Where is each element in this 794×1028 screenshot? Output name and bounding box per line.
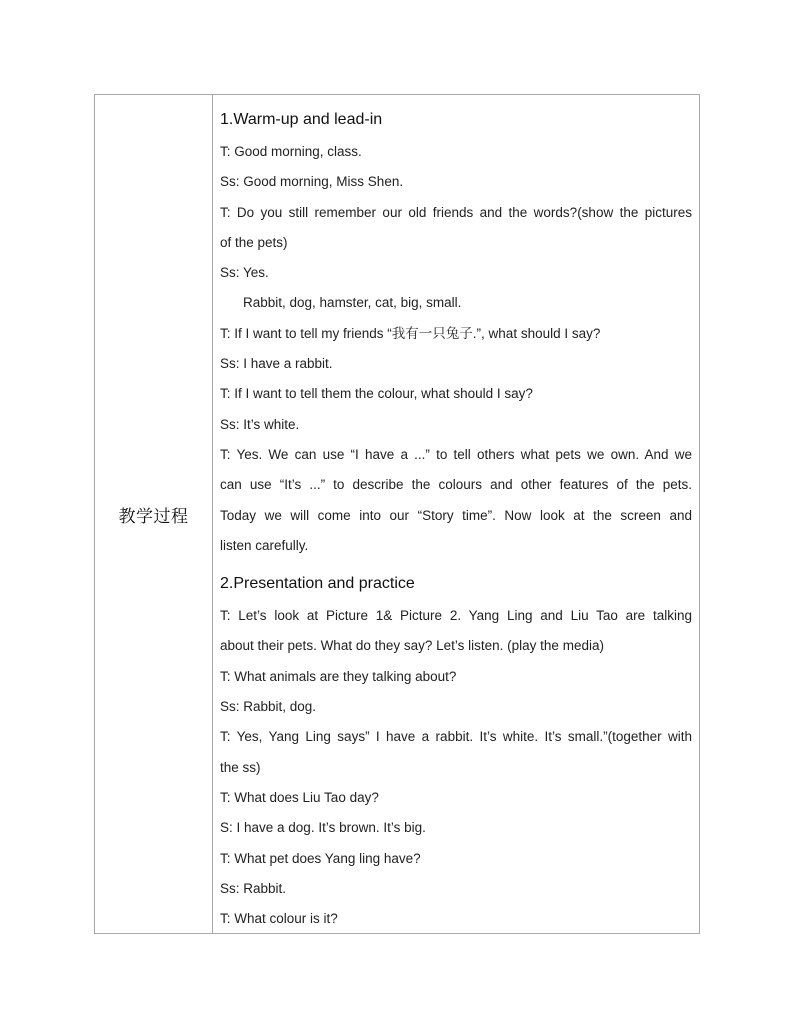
dialogue-line: Ss: It’s white.: [220, 416, 300, 432]
row-label-cell: [95, 95, 213, 933]
dialogue-line: T: Good morning, class.: [220, 144, 362, 159]
dialogue-line: T: What pet does Yang ling have?: [220, 850, 421, 866]
dialogue-line: Ss: Good morning, Miss Shen.: [220, 174, 404, 190]
dialogue-line: the ss): [220, 759, 261, 775]
dialogue-line: Today we will come into our “Story time”. Now look at the screen and: [220, 507, 692, 523]
dialogue-line: T: Let’s look at Picture 1& Picture 2. Yang Ling and Liu Tao are talking: [220, 608, 692, 624]
dialogue-line: T: If I want to tell my friends “我有一只兔子.”, what should I say?: [220, 325, 601, 341]
dialogue-line: Ss: I have a rabbit.: [220, 356, 333, 372]
dialogue-line: can use “It’s ...” to describe the colours and other features of the pets.: [220, 477, 692, 493]
dialogue-line: T: What colour is it?: [220, 911, 338, 927]
dialogue-line: listen carefully.: [220, 537, 309, 553]
dialogue-line: Rabbit, dog, hamster, cat, big, small.: [243, 295, 462, 311]
dialogue-line: about their pets. What do they say? Let’s listen. (play the media): [220, 638, 604, 654]
dialogue-line: T: Do you still remember our old friends and the words?(show the pictures: [220, 204, 692, 220]
lesson-plan-table: [94, 94, 700, 934]
dialogue-line: of the pets): [220, 234, 288, 250]
content-cell: [213, 95, 699, 933]
section-heading: 2.Presentation and practice: [220, 575, 415, 593]
dialogue-line: Ss: Rabbit, dog.: [220, 699, 317, 715]
dialogue-line: T: Yes. We can use “I have a ...” to tell others what pets we own. And we: [220, 446, 692, 462]
dialogue-line: Ss: Rabbit.: [220, 880, 287, 896]
dialogue-line: Ss: Yes.: [220, 265, 269, 281]
dialogue-line: S: I have a dog. It’s brown. It’s big.: [220, 820, 426, 836]
dialogue-line: T: What animals are they talking about?: [220, 668, 457, 684]
dialogue-line: T: If I want to tell them the colour, what should I say?: [220, 386, 533, 402]
row-label: 教学过程: [118, 506, 189, 527]
dialogue-line: T: What does Liu Tao day?: [220, 789, 379, 805]
dialogue-line: T: Yes, Yang Ling says” I have a rabbit. It’s white. It’s small.”(together with: [220, 729, 692, 745]
section-heading: 1.Warm-up and lead-in: [220, 111, 383, 128]
